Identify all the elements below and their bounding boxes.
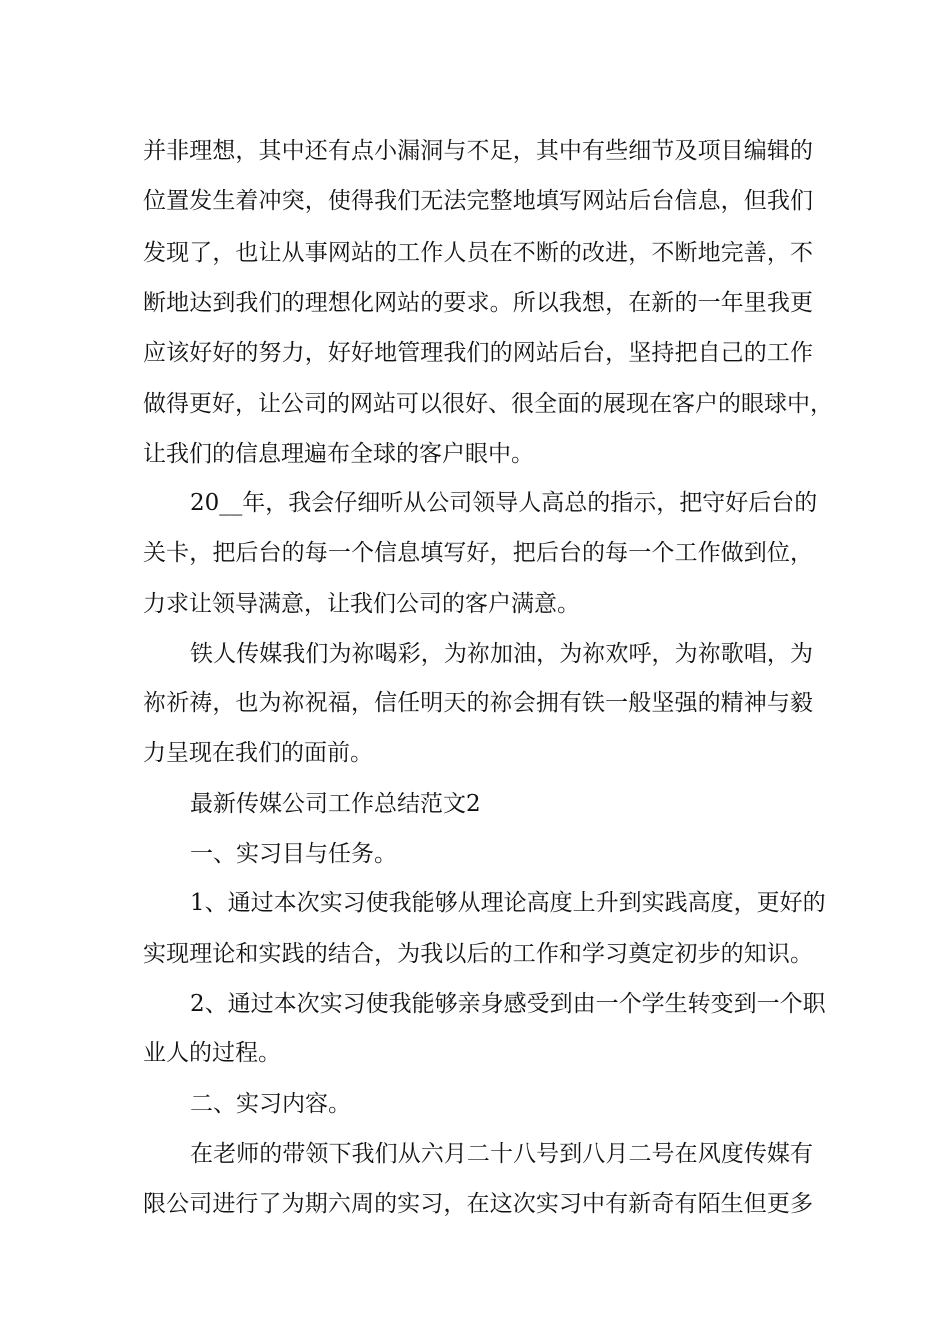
text-line: 做得更好，让公司的网站可以很好、很全面的展现在客户的眼球中， <box>143 391 833 417</box>
text-line: 2、通过本次实习使我能够亲身感受到由一个学生转变到一个职 <box>190 991 826 1017</box>
text-line: 力求让领导满意，让我们公司的客户满意。 <box>143 591 580 617</box>
subsection-heading: 一、实习目与任务。 <box>190 841 397 867</box>
text-line: 发现了，也让从事网站的工作人员在不断的改进，不断地完善，不 <box>143 240 813 266</box>
text-line: 在老师的带领下我们从六月二十八号到八月二号在风度传媒有 <box>190 1141 813 1167</box>
text-line: 并非理想，其中还有点小漏洞与不足，其中有些细节及项目编辑的 <box>143 138 813 164</box>
text-line: 断地达到我们的理想化网站的要求。所以我想，在新的一年里我更 <box>143 290 813 316</box>
text-line: 20__年，我会仔细听从公司领导人高总的指示，把守好后台的 <box>190 490 818 516</box>
text-line: 应该好好的努力，好好地管理我们的网站后台，坚持把自己的工作 <box>143 340 813 366</box>
text-line: 实现理论和实践的结合，为我以后的工作和学习奠定初步的知识。 <box>143 941 813 967</box>
text-line: 力呈现在我们的面前。 <box>143 740 373 766</box>
text-line: 1、通过本次实习使我能够从理论高度上升到实践高度，更好的 <box>190 890 826 916</box>
text-line: 关卡，把后台的每一个信息填写好，把后台的每一个工作做到位， <box>143 540 813 566</box>
section-heading: 最新传媒公司工作总结范文2 <box>190 791 481 817</box>
text-line: 位置发生着冲突，使得我们无法完整地填写网站后台信息，但我们 <box>143 188 813 214</box>
text-line: 祢祈祷，也为祢祝福，信任明天的祢会拥有铁一般坚强的精神与毅 <box>143 690 813 716</box>
text-line: 让我们的信息理遍布全球的客户眼中。 <box>143 441 534 467</box>
text-line: 业人的过程。 <box>143 1040 281 1066</box>
subsection-heading: 二、实习内容。 <box>190 1091 351 1117</box>
text-line: 限公司进行了为期六周的实习，在这次实习中有新奇有陌生但更多 <box>143 1191 813 1217</box>
text-line: 铁人传媒我们为祢喝彩，为祢加油，为祢欢呼，为祢歌唱，为 <box>190 641 813 667</box>
